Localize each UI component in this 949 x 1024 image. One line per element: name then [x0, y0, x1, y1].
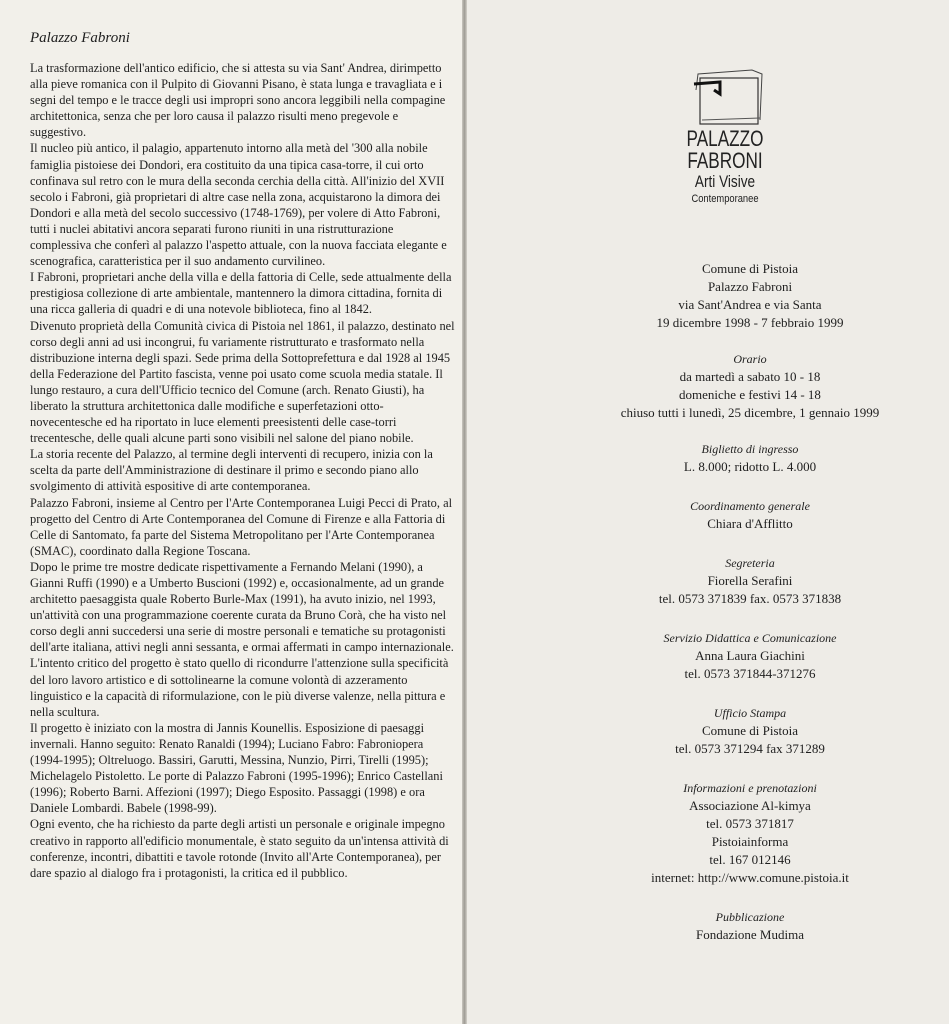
brand-line: Contemporanee — [691, 193, 759, 205]
paragraph: La storia recente del Palazzo, al termine degli interventi di recupero, inizia con la scelta da parte dell'Amministrazione di destinare il primo e secondo piano allo svolgimento di attività espositive di arte contemporanea. — [30, 447, 433, 494]
page-title: Palazzo Fabroni — [30, 30, 130, 46]
section-heading: Informazioni e prenotazioni — [683, 781, 817, 795]
didattica-block — [560, 629, 940, 683]
brand-line: Arti Visive — [694, 172, 756, 191]
info-line: chiuso tutti i lunedì, 25 dicembre, 1 gennaio 1999 — [620, 405, 880, 420]
section-heading: Pubblicazione — [715, 910, 785, 924]
info-column — [560, 260, 940, 944]
paragraph: Palazzo Fabroni, insieme al Centro per l'Arte Contemporanea Luigi Pecci di Prato, al progetto del Centro di Arte Contemporanea del Comune di Firenze e alla Fattoria di Celle di Santomato, fa parte del Sistema Metropolitano per l'Arte Contemporanea (SMAC), coordinato dalla Regione Toscana. — [30, 495, 453, 558]
info-line: Pistoiainforma — [711, 834, 789, 849]
venue-line: 19 dicembre 1998 - 7 febbraio 1999 — [656, 315, 844, 330]
orario-block — [560, 350, 940, 422]
info-line: domeniche e festivi 14 - 18 — [679, 387, 821, 402]
segreteria-block — [560, 554, 940, 608]
history-text — [30, 60, 455, 881]
info-line: tel. 167 012146 — [709, 852, 791, 867]
paragraph: Ogni evento, che ha richiesto da parte degli artisti un personale e originale impegno creativo in rapporto all'edificio monumentale, è stato seguito da un'intensa attività di conferenze, incontri, dibattiti e tavole rotonde (Invito all'Arte Contemporanea), per dare spazio al dialogo fra i protagonisti, la critica ed il pubblico. — [30, 817, 449, 880]
section-heading: Segreteria — [725, 556, 775, 570]
brand-logo — [640, 128, 810, 206]
brand-line: PALAZZO — [686, 126, 764, 151]
info-line: Comune di Pistoia — [701, 723, 799, 738]
palazzo-logo-icon — [690, 60, 770, 130]
section-heading: Biglietto di ingresso — [701, 442, 799, 456]
paragraph: Divenuto proprietà della Comunità civica di Pistoia nel 1861, il palazzo, destinato nel corso degli anni ad usi incongrui, fu variamente ristrutturato e trasformato nella distribuzione interna degli spazi. Sede prima della Sottoprefettura e dal 1928 al 1945 della Federazione del Partito fascista, venne poi usato come scuola media statale. Il lungo restauro, a cura dell'Ufficio tecnico del Comune (arch. Renato Giusti), ha liberato la struttura architettonica dalle modifiche e superfetazioni otto-novecentesche ed ha riportato in luce elementi preesistenti delle case-torri trecentesche, delle quali alcune parti sono visibili nel salone del piano nobile. — [30, 318, 455, 446]
paragraph: Il progetto è iniziato con la mostra di Jannis Kounellis. Esposizione di paesaggi invernali. Hanno seguito: Renato Ranaldi (1994); Luciano Fabro: Fabroniopera (1994-1995); Oltreluogo. Bassiri, Garutti, Messina, Nunzio, Pirri, Tirelli (1995); Michelagelo Pistoletto. Le porte di Palazzo Fabroni (1995-1996); Enrico Castellani (1996); Roberto Barni. Affezioni (1997); Diego Esposito. Passaggi (1998) e ora Daniele Lombardi. Babele (1998-99). — [30, 720, 443, 816]
paragraph: La trasformazione dell'antico edificio, che si attesta su via Sant' Andrea, dirimpetto alla pieve romanica con il Pulpito di Giovanni Pisano, è stata lunga e travagliata e i segni del tempo e le tracce degli usi impropri sono ancora leggibili nella compagine architettonica, senza che per loro causa il palazzo risulti meno pregevole e suggestivo. — [30, 61, 446, 140]
info-line: Fiorella Serafini — [707, 573, 793, 588]
info-line: tel. 0573 371294 fax 371289 — [675, 741, 825, 756]
info-line: tel. 0573 371844-371276 — [684, 666, 816, 681]
section-heading: Servizio Didattica e Comunicazione — [663, 631, 837, 645]
info-line: Chiara d'Afflitto — [707, 516, 793, 531]
info-line: L. 8.000; ridotto L. 4.000 — [683, 459, 817, 474]
info-line: Anna Laura Giachini — [695, 648, 805, 663]
brand-line: FABRONI — [687, 148, 763, 173]
info-line: tel. 0573 371817 — [706, 816, 794, 831]
paragraph: Dopo le prime tre mostre dedicate rispettivamente a Fernando Melani (1990), a Gianni Ruffi (1990) e a Umberto Buscioni (1992) e, occasionalmente, ad un grande architetto paesaggista quale Roberto Burle-Max (1991), ha avuto inizio, nel 1993, un'attività con una programmazione coerente curata da Bruno Corà, che ha visto nel corso degli anni succedersi una serie di mostre personali e tematiche su protagonisti dell'arte italiana, attivi negli anni sessanta, e ormai affermati in campo internazionale. L'intento critico del progetto è stato quello di ricondurre l'attenzione sulla specificità del loro lavoro artistico e di sottolinearne la comune volontà di azzeramento linguistico e la capacità di riformulazione, con le più diverse valenze, nella pittura e nella scultura. — [30, 559, 454, 719]
info-line: Fondazione Mudima — [696, 927, 804, 942]
info-block — [560, 779, 940, 887]
paragraph: Il nucleo più antico, il palagio, appartenuto intorno alla metà del '300 alla nobile famiglia pistoiese dei Dondori, era costituito da una tipica casa-torre, il cui orto confinava sul retro con le mura della seconda cerchia della città. All'inizio del XVII secolo i Fabroni, già proprietari di altre case nella zona, acquistarono la dimora dei Dondori e alla metà del secolo successivo (1748-1769), per volere di Atto Fabroni, tutti i nuclei abitativi ancora separati furono riuniti in una ristrutturazione complessiva che conferì al palazzo l'aspetto attuale, con la nuova facciata elegante e scenografica, caratteristica per il suo andamento curvilineo. — [30, 141, 447, 269]
stampa-block — [560, 704, 940, 758]
info-line: Associazione Al-kimya — [689, 798, 811, 813]
pubblicazione-block — [560, 908, 940, 944]
biglietto-block — [560, 440, 940, 476]
coordinamento-block — [560, 497, 940, 533]
section-heading: Coordinamento generale — [690, 499, 810, 513]
left-page — [0, 0, 462, 1024]
section-heading: Orario — [733, 352, 767, 366]
venue-line: via Sant'Andrea e via Santa — [678, 297, 822, 312]
venue-line: Palazzo Fabroni — [707, 279, 793, 294]
info-line: internet: http://www.comune.pistoia.it — [651, 870, 849, 885]
venue-block — [560, 260, 940, 332]
info-line: tel. 0573 371839 fax. 0573 371838 — [658, 591, 842, 606]
venue-line: Comune di Pistoia — [701, 261, 799, 276]
paragraph: I Fabroni, proprietari anche della villa e della fattoria di Celle, sede attualmente della prestigiosa collezione di arte ambientale, mantennero la dimora cittadina, fornita di una ricca galleria di quadri e di una notevole biblioteca, fino al 1842. — [30, 270, 452, 317]
section-heading: Ufficio Stampa — [713, 706, 787, 720]
info-line: da martedì a sabato 10 - 18 — [679, 369, 821, 384]
